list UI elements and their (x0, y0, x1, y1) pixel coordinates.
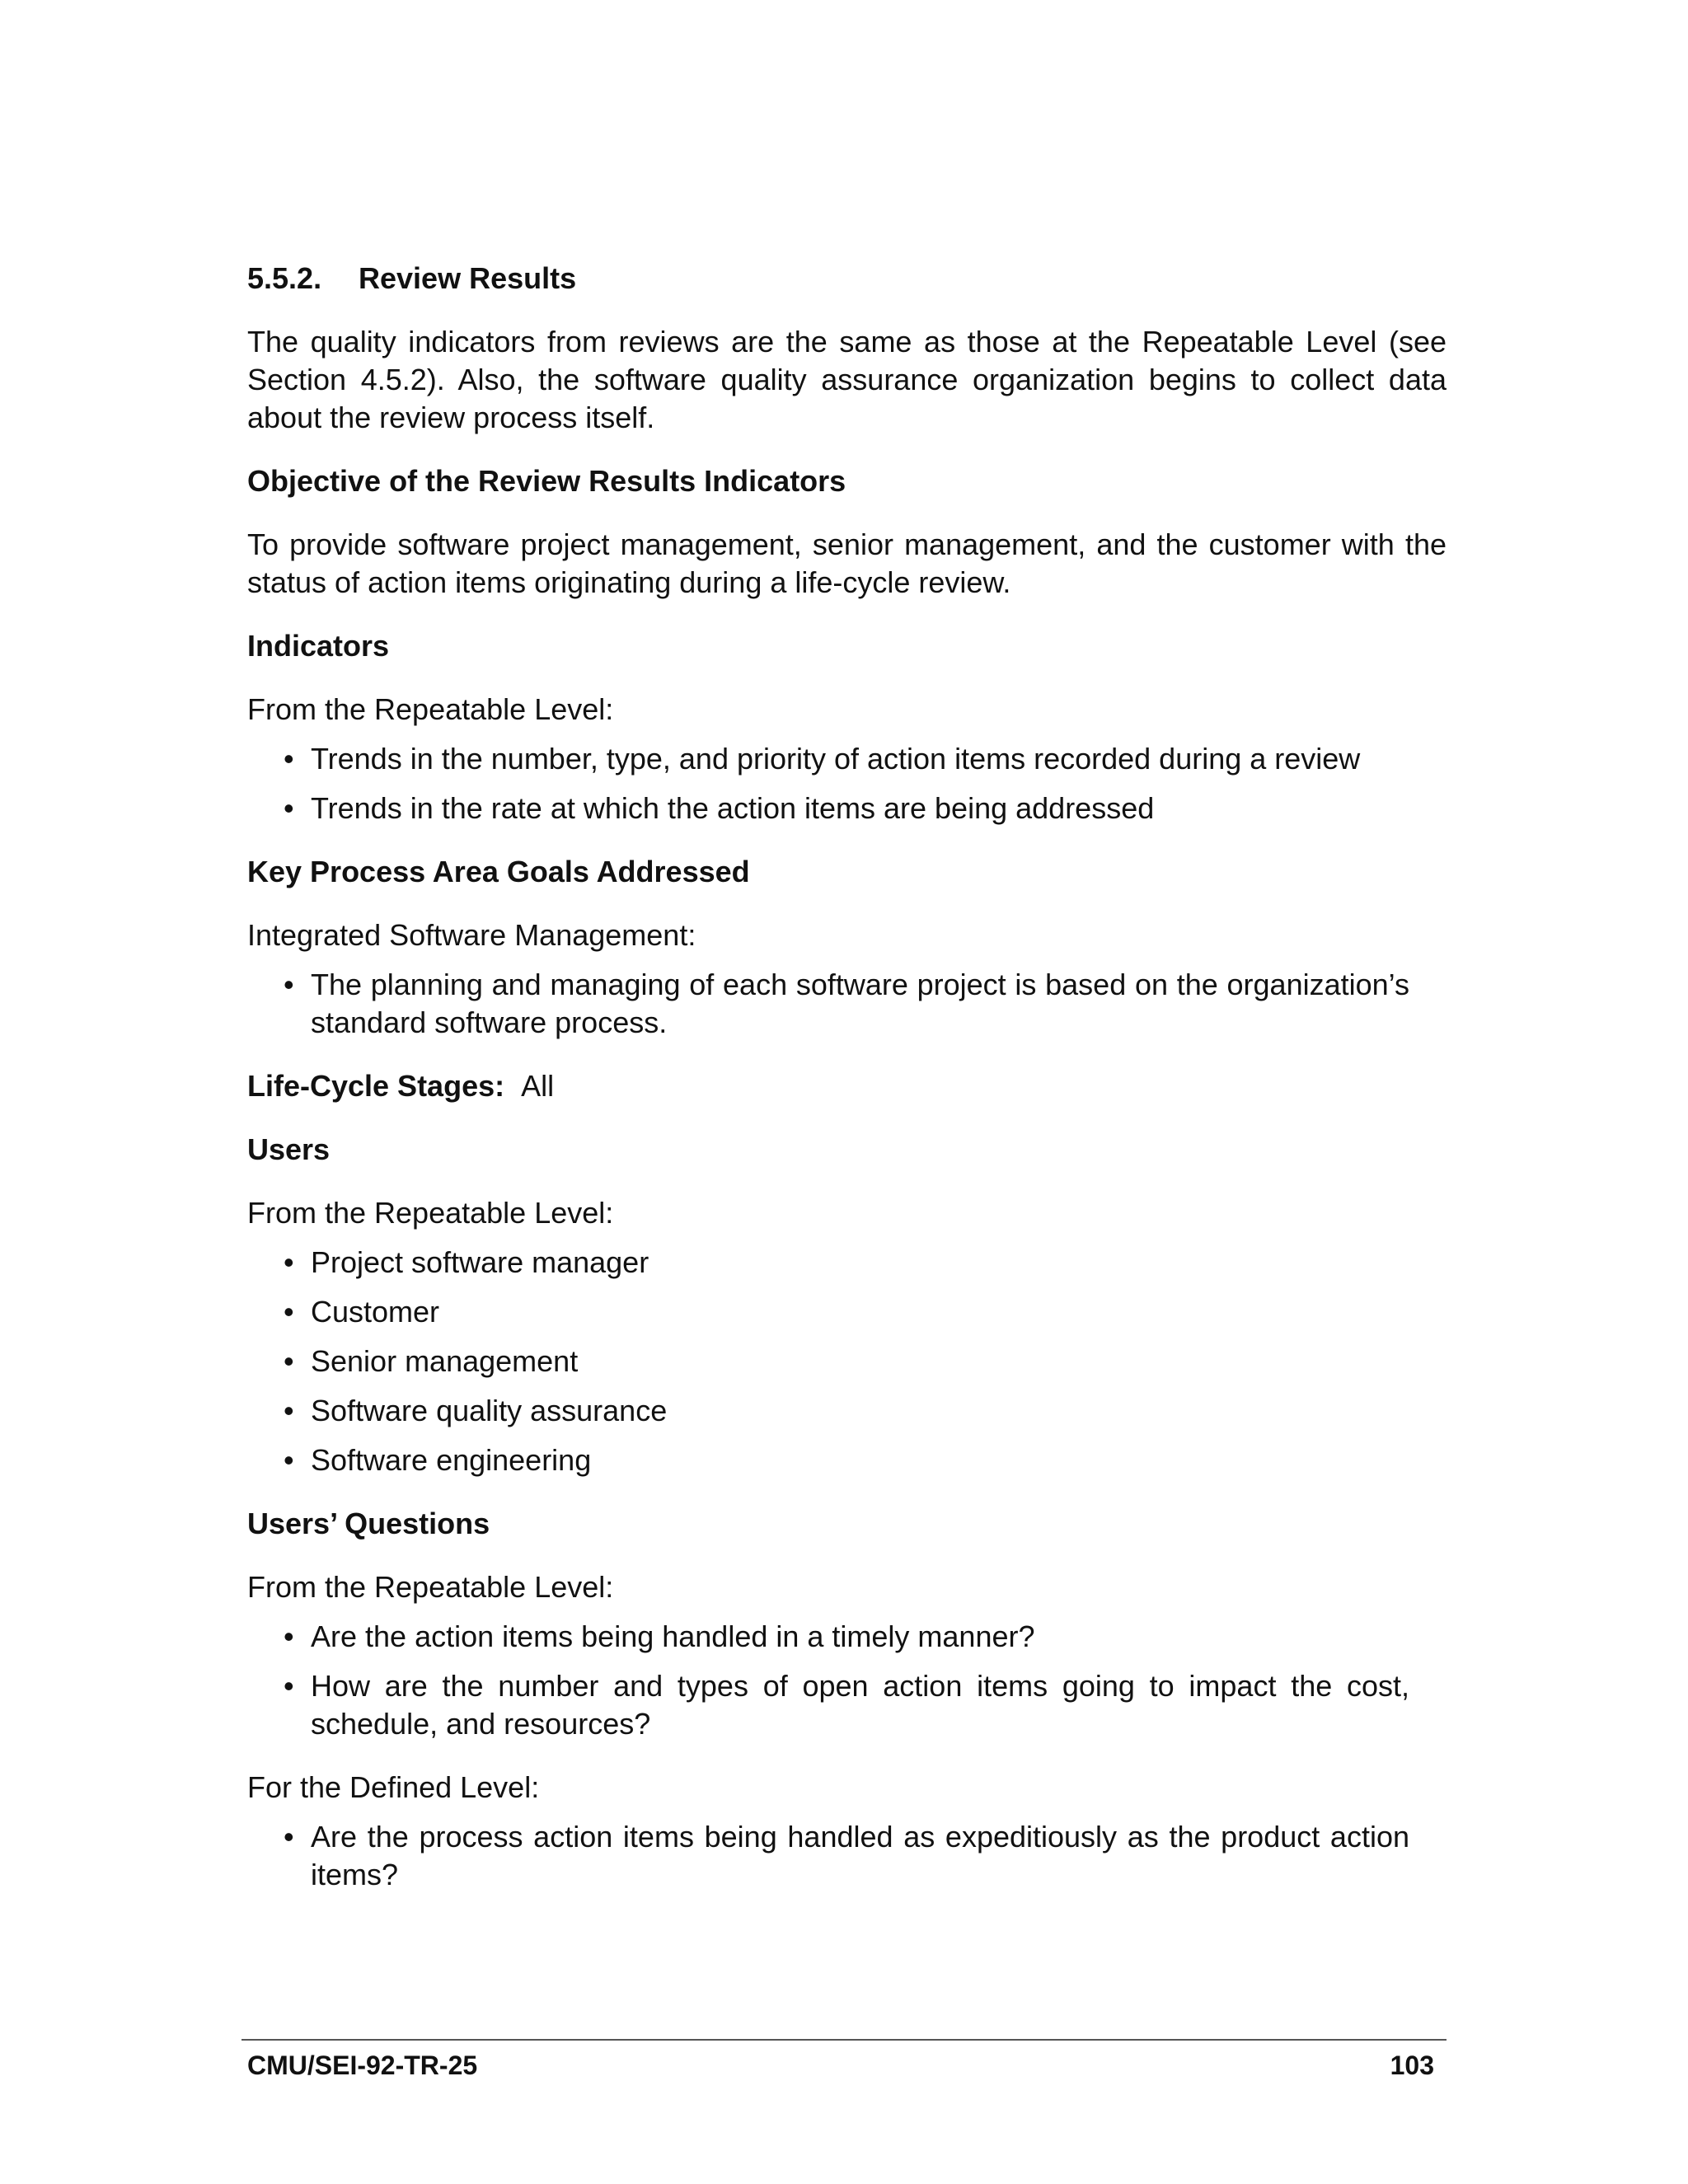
list-item: • Are the process action items being handled as expeditiously as the product action items? (284, 1820, 1409, 1891)
objective-paragraph: To provide software project management, senior management, and the customer with the status of action items originating during a life-cycle review. (247, 527, 1447, 599)
objective-heading: Objective of the Review Results Indicators (247, 464, 846, 498)
list-item: • Senior management (247, 1343, 1447, 1380)
questions-repeatable-lead: From the Repeatable Level: (247, 1570, 614, 1604)
intro-paragraph: The quality indicators from reviews are the same as those at the Repeatable Level (see Section 4.5.2). Also, the software quality assurance organization begins to collect data about the review process itself. (247, 325, 1447, 434)
list-item: • Software quality assurance (247, 1392, 1447, 1430)
lifecycle-label: Life-Cycle Stages: (247, 1069, 505, 1103)
list-item: • Project software manager (247, 1244, 1447, 1282)
section-title: Review Results (359, 261, 577, 295)
page-number: 103 (1390, 2050, 1434, 2080)
list-item: • Trends in the rate at which the action items are being addressed (247, 790, 1447, 827)
bullet-glyph: • (284, 1820, 294, 1854)
section-heading (247, 260, 1447, 298)
bullet-glyph: • (284, 1443, 294, 1477)
indicators-list (247, 740, 1447, 827)
list-item: • Trends in the number, type, and priority of action items recorded during a review (247, 740, 1447, 778)
list-item: • How are the number and types of open action items going to impact the cost, schedule, and resources? (284, 1669, 1409, 1741)
bullet-glyph: • (284, 968, 294, 1001)
questions-defined-list (247, 1818, 1447, 1894)
footer-divider (241, 2039, 1447, 2041)
list-item: • Are the action items being handled in a timely manner? (247, 1618, 1447, 1656)
bullet-glyph: • (284, 1295, 294, 1329)
indicators-lead: From the Repeatable Level: (247, 692, 614, 726)
bullet-glyph: • (284, 742, 294, 776)
bullet-glyph: • (284, 1245, 294, 1279)
lifecycle-value: All (521, 1069, 555, 1103)
bullet-glyph: • (284, 1619, 294, 1653)
report-id: CMU/SEI-92-TR-25 (247, 2050, 478, 2080)
users-list (247, 1244, 1447, 1479)
bullet-glyph: • (284, 1669, 294, 1703)
users-heading: Users (247, 1132, 331, 1166)
bullet-glyph: • (284, 791, 294, 825)
list-item: • Customer (247, 1293, 1447, 1331)
bullet-glyph: • (284, 1394, 294, 1427)
document-page (247, 260, 1447, 1919)
kpa-heading: Key Process Area Goals Addressed (247, 855, 750, 888)
kpa-lead: Integrated Software Management: (247, 918, 696, 952)
users-lead: From the Repeatable Level: (247, 1196, 614, 1230)
bullet-glyph: • (284, 1344, 294, 1378)
questions-heading: Users’ Questions (247, 1507, 490, 1540)
indicators-heading: Indicators (247, 629, 390, 663)
questions-defined-lead: For the Defined Level: (247, 1770, 540, 1804)
questions-repeatable-list (247, 1618, 1447, 1743)
list-item: • Software engineering (247, 1441, 1447, 1479)
lifecycle-stages (247, 1067, 1447, 1105)
kpa-list (247, 966, 1447, 1042)
page-footer (247, 2049, 1434, 2082)
list-item: • The planning and managing of each software project is based on the organization’s standard software process. (284, 968, 1409, 1039)
section-number: 5.5.2. (247, 261, 322, 295)
